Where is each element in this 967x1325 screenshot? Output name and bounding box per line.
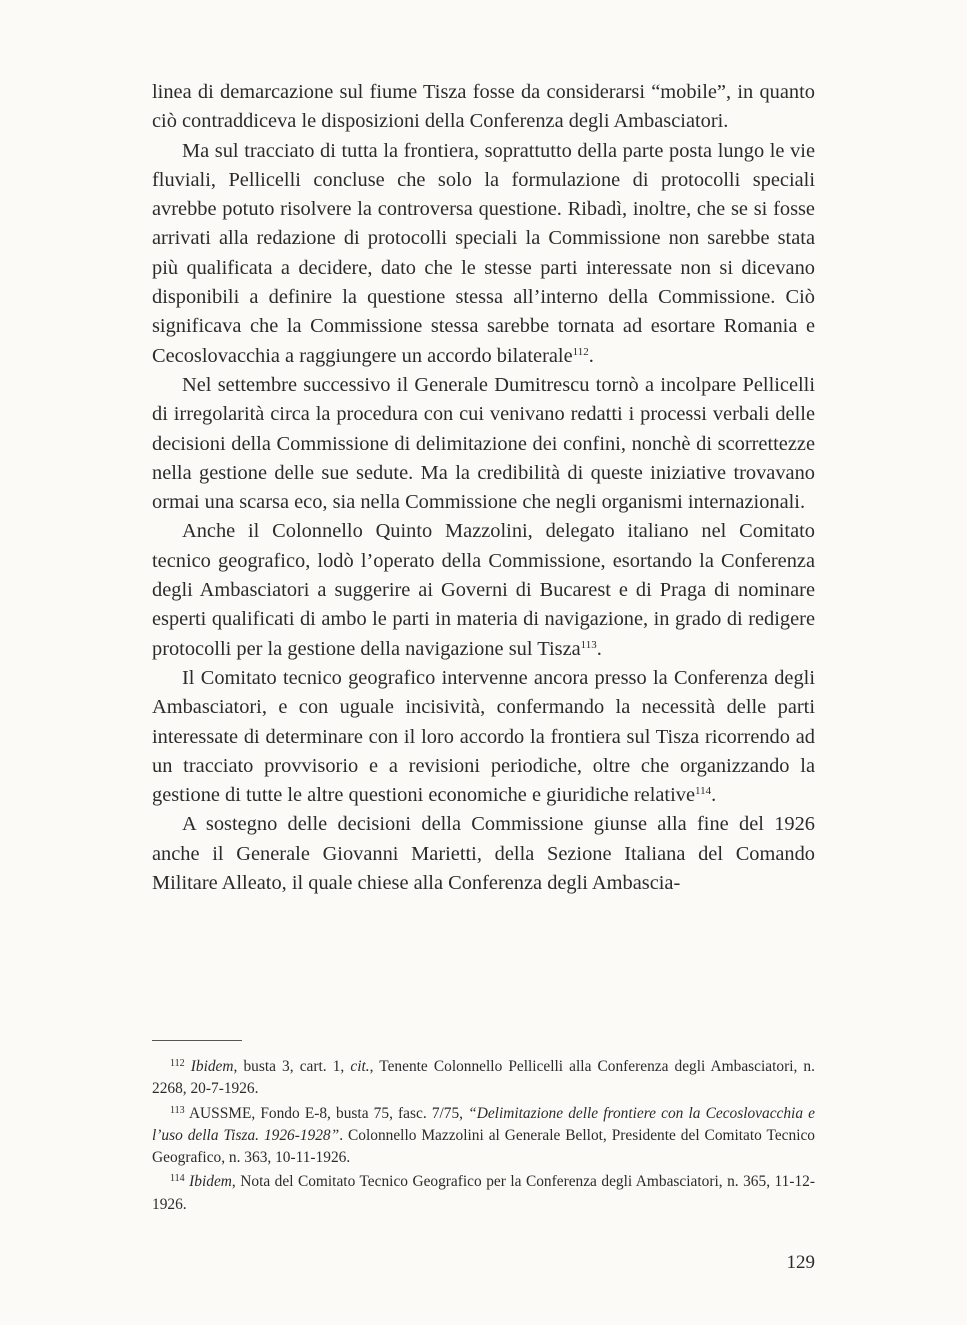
footnote-text: . Colonnello Mazzolini al Generale Bellot, Presidente del Comitato Tecnico Geografico, n. 363, 10-11-1926. (152, 1126, 816, 1167)
paragraph-5: Il Comitato tecnico geografico intervenne ancora presso la Conferenza degli Ambasciatori, e con uguale incisività, confermando la necessità delle parti interessate di determinare con il loro accordo la frontiera sul Tisza ricorrendo ad un tracciato provvisorio e a revisioni periodiche, oltre che organizzando la gestione di tutte le altre questioni economiche e giuridiche relative$^{114}$. (152, 666, 815, 807)
footnote-italic: “Delimitazione delle frontiere con la Cecoslovacchia e l’uso della Tisza. 1926-1928” (152, 1104, 816, 1144)
footnote-text: , Nota del Comitato Tecnico Geografico per la Conferenza degli Ambasciatori, n. 365, 11-12-1926. (152, 1173, 816, 1213)
footnote-number: 114 (170, 1173, 185, 1185)
footnote-text: , busta 3, cart. 1, (233, 1058, 351, 1075)
footnote-number: 113 (170, 1104, 185, 1116)
footnote-text: , Tenente Colonnello Pellicelli alla Conferenza degli Ambasciatori, n. 2268, 20-7-1926. (152, 1058, 815, 1098)
paragraph-5-text: Il Comitato tecnico geografico intervenne ancora presso la Conferenza degli Ambasciatori, e con uguale incisività, confermando la necessità delle parti interessate di determinare con il loro accordo la frontiera sul Tisza ricorrendo ad un tracciato provvisorio e a revisioni periodiche, oltre che organizzando la gestione di tutte le altre questioni economiche e giuridiche relative (152, 666, 815, 807)
footnote-italic: cit. (350, 1058, 370, 1075)
footnote-113 (152, 1103, 815, 1170)
page-number: 129 (786, 1252, 815, 1273)
footnote-divider (152, 1040, 242, 1041)
footnote-number: 112 (170, 1058, 185, 1069)
footnote-ref-113: 113 (580, 638, 597, 651)
footnote-italic: Ibidem (190, 1058, 234, 1075)
paragraph-1: linea di demarcazione sul fiume Tisza fosse da considerarsi “mobile”, in quanto ciò contraddiceva le disposizioni della Conferenza degli Ambasciatori. (152, 81, 815, 133)
footnotes (152, 1056, 815, 1218)
paragraph-6: A sostegno delle decisioni della Commissione giunse alla fine del 1926 anche il Generale Giovanni Marietti, della Sezione Italiana del Comando Militare Alleato, il quale chiese alla Conferenza degli Ambascia- (152, 813, 815, 895)
footnote-italic: Ibidem (189, 1173, 232, 1191)
paragraph-2-text: Ma sul tracciato di tutta la frontiera, soprattutto della parte posta lungo le vie fluviali, Pellicelli concluse che solo la formulazione di protocolli speciali avrebbe potuto risolvere la controversa questione. Ribadì, inoltre, che se si fosse arrivati alla redazione di protocolli speciali la Commissione non sarebbe stata più qualificata a decidere, dato che le stesse parti interessate non si dicevano disponibili a definire la questione stessa all’interno della Commissione. Ciò significava che la Commissione stessa sarebbe tornata ad esortare Romania e Cecoslovacchia a raggiungere un accordo bilaterale (152, 139, 815, 367)
footnote-ref-114: 114 (695, 785, 712, 798)
footnote-ref-112: 112 (572, 345, 589, 358)
paragraph-3: Nel settembre successivo il Generale Dumitrescu tornò a incolpare Pellicelli di irregolarità circa la procedura con cui venivano redatti i processi verbali delle decisioni della Commissione di delimitazione dei confini, nonchè di scorrettezze nella gestione delle sue sedute. Ma la credibilità di queste iniziative trovavano ormai una scarsa eco, sia nella Commissione che negli organismi internazionali. (152, 373, 815, 514)
footnote-112 (152, 1056, 815, 1101)
paragraph-4: Anche il Colonnello Quinto Mazzolini, delegato italiano nel Comitato tecnico geografico, lodò l’operato della Commissione, esortando la Conferenza degli Ambasciatori a suggerire ai Governi di Bucarest e di Praga di nominare esperti qualificati di ambo le parti in materia di navigazione, in grado di redigere protocolli per la gestione della navigazione sul Tisza$^{113}$. (152, 520, 815, 660)
body-text (152, 78, 815, 898)
paragraph-2: Ma sul tracciato di tutta la frontiera, soprattutto della parte posta lungo le vie fluviali, Pellicelli concluse che solo la formulazione di protocolli speciali avrebbe potuto risolvere la controversa questione. Ribadì, inoltre, che se si fosse arrivati alla redazione di protocolli speciali la Commissione non sarebbe stata più qualificata a decidere, dato che le stesse parti interessate non si dicevano disponibili a definire la questione stessa all’interno della Commissione. Ciò significava che la Commissione stessa sarebbe tornata ad esortare Romania e Cecoslovacchia a raggiungere un accordo bilaterale$^{112}$. (152, 139, 815, 367)
footnote-114 (152, 1171, 815, 1216)
paragraph-4-text: Anche il Colonnello Quinto Mazzolini, delegato italiano nel Comitato tecnico geografico, lodò l’operato della Commissione, esortando la Conferenza degli Ambasciatori a suggerire ai Governi di Bucarest e di Praga di nominare esperti qualificati di ambo le parti in materia di navigazione, in grado di redigere protocolli per la gestione della navigazione sul Tisza (152, 520, 815, 660)
footnote-text: AUSSME, Fondo E-8, busta 75, fasc. 7/75, (188, 1104, 469, 1122)
